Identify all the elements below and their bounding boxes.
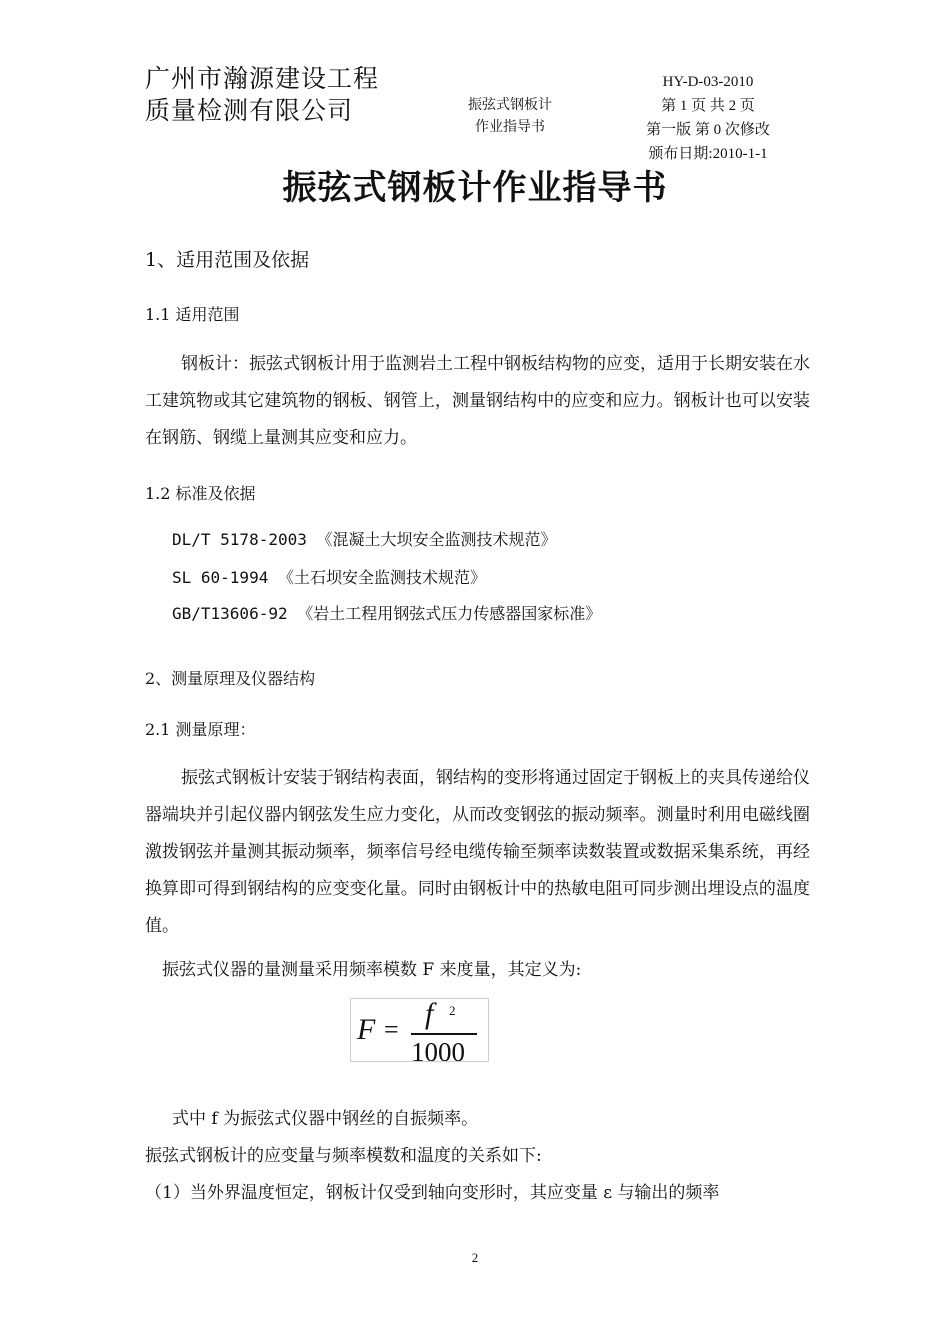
formula-numerator: f xyxy=(425,998,434,1030)
page-number: 2 xyxy=(471,1250,479,1265)
section1-1-heading: 1.1 适用范围 xyxy=(145,305,240,324)
principle-paragraph: 振弦式钢板计安装于钢结构表面，钢结构的变形将通过固定于钢板上的夹具传递给仪器端块并引起仪器内钢弦发生应力变化，从而改变钢弦的振动频率。测量时利用电磁线圈激拨钢弦并量测其振动频率，频率信号经电缆传输至频率读数装置或数据采集系统，再经换算即可得到钢结构的应变变化量。同时由钢板计中的热敏电阻可同步测出埋设点的温度值。 xyxy=(145,768,810,936)
doc-code: HY-D-03-2010 xyxy=(662,74,754,90)
f-definition-line: 式中 f 为振弦式仪器中钢丝的自振频率。 xyxy=(172,1109,479,1129)
formula-fraction-bar xyxy=(411,1033,477,1035)
case1-line: （1）当外界温度恒定，钢板计仅受到轴向变形时，其应变量 ε 与输出的频率 xyxy=(145,1183,720,1203)
reference-item: DL/T 5178-2003 《混凝土大坝安全监测技术规范》 xyxy=(172,530,557,549)
formula-equals: = xyxy=(384,1015,399,1044)
section1-heading: 1、适用范围及依据 xyxy=(145,249,310,271)
scope-paragraph: 钢板计：振弦式钢板计用于监测岩土工程中钢板结构物的应变，适用于长期安装在水工建筑物或其它建筑物的钢板、钢管上，测量钢结构中的应变和应力。钢板计也可以安装在钢筋、钢缆上量测其应变和应力。 xyxy=(145,354,810,448)
reference-item: GB/T13606-92 《岩土工程用钢弦式压力传感器国家标准》 xyxy=(172,604,602,623)
formula-lhs: F xyxy=(357,1013,376,1046)
section2-1-heading: 2.1 测量原理： xyxy=(145,720,256,739)
modulus-definition-line: 振弦式仪器的量测量采用频率模数 F 来度量，其定义为: xyxy=(162,960,582,980)
doc-name-line2: 作业指导书 xyxy=(475,119,545,135)
doc-name-line1: 振弦式钢板计 xyxy=(468,97,552,113)
document-title: 振弦式钢板计作业指导书 xyxy=(282,168,668,208)
reference-item: SL 60-1994 《土石坝安全监测技术规范》 xyxy=(172,568,486,587)
frequency-modulus-formula xyxy=(350,998,489,1062)
version-info: 第一版 第 0 次修改 xyxy=(646,122,770,138)
formula-denominator: 1000 xyxy=(411,1037,465,1062)
company-name-line2: 质量检测有限公司 xyxy=(145,96,354,125)
section2-heading: 2、测量原理及仪器结构 xyxy=(145,669,316,688)
section1-2-heading: 1.2 标准及依据 xyxy=(145,484,256,503)
company-name-line1: 广州市瀚源建设工程 xyxy=(145,64,380,93)
page-info: 第 1 页 共 2 页 xyxy=(661,98,755,114)
relation-intro-line: 振弦式钢板计的应变量与频率模数和温度的关系如下: xyxy=(145,1146,542,1166)
issue-date: 颁布日期:2010-1-1 xyxy=(648,146,768,162)
formula-exponent: 2 xyxy=(449,1003,456,1018)
